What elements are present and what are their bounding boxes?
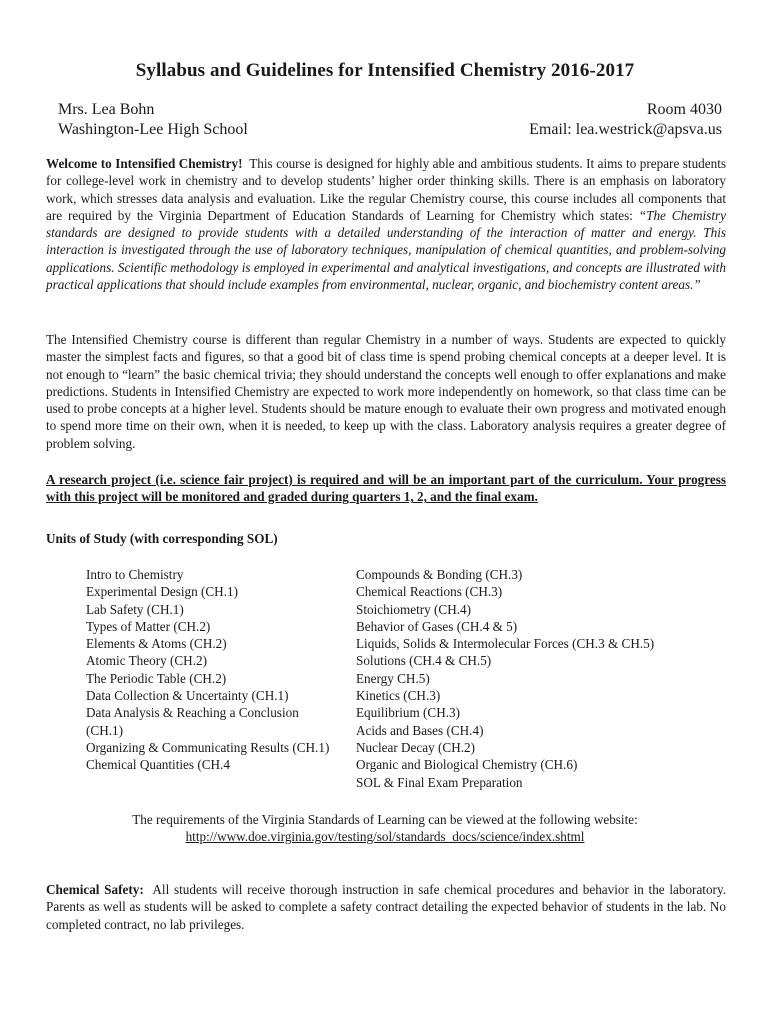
units-heading: Units of Study (with corresponding SOL) [46, 531, 278, 546]
unit-item: Intro to Chemistry [86, 567, 184, 582]
unit-item: Compounds & Bonding (CH.3) [356, 567, 523, 582]
units-right-column [356, 566, 736, 791]
page-title: Syllabus and Guidelines for Intensified Chemistry 2016-2017 [135, 60, 635, 81]
unit-item: The Periodic Table (CH.2) [86, 670, 227, 686]
unit-item: Acids and Bases (CH.4) [356, 722, 484, 738]
safety-text: All students will receive thorough instruction in safe chemical procedures and behavior in the laboratory. Parents as well as students will be asked to complete a safety contract detailing the expected behavior of students in the lab. No completed contract, no lab privileges. [46, 882, 726, 932]
safety-lead: Chemical Safety: [46, 882, 144, 897]
research-project-paragraph: A research project (i.e. science fair project) is required and will be an important part of the curriculum. Your progress with this project will be monitored and graded during quarters 1, 2, and the final exam. [46, 472, 726, 505]
unit-item: Organizing & Communicating Results (CH.1) [86, 739, 330, 755]
room-number: Room 4030 [646, 101, 722, 118]
unit-item: Stoichiometry (CH.4) [356, 601, 472, 617]
unit-item: Solutions (CH.4 & CH.5) [356, 653, 492, 669]
email-address: Email: lea.westrick@apsva.us [529, 121, 722, 138]
unit-item: Experimental Design (CH.1) [86, 584, 238, 600]
school-name: Washington-Lee High School [58, 121, 248, 138]
unit-item: Data Collection & Uncertainty (CH.1) [86, 688, 289, 704]
unit-item: Chemical Reactions (CH.3) [356, 584, 503, 600]
unit-item: Nuclear Decay (CH.2) [356, 739, 475, 755]
unit-item: Data Analysis & Reaching a Conclusion (CH.1) [86, 705, 299, 738]
unit-item: Elements & Atoms (CH.2) [86, 636, 227, 652]
units-left-column [86, 566, 336, 774]
chemical-safety-paragraph [46, 881, 726, 933]
header-right [529, 100, 722, 140]
unit-item: Organic and Biological Chemistry (CH.6) [356, 757, 578, 773]
unit-item: Kinetics (CH.3) [356, 688, 441, 704]
intro-text: This course is designed for highly able and ambitious students. It aims to prepare students for college-level work in chemistry and to develop students’ higher order thinking skills. There is an emphasis on laboratory work, which stresses data analysis and evaluation. Like the regular Chemistry course, this course includes all components that are required by the Virginia Department of Education Standards of Learning for Chemistry which states: [46, 156, 726, 223]
unit-item: Types of Matter (CH.2) [86, 618, 211, 634]
intro-lead: Welcome to Intensified Chemistry! [46, 156, 243, 171]
sol-quote: “The Chemistry standards are designed to provide students with a detailed understanding of the interaction of matter and energy. This interaction is investigated through the use of laboratory techniques, manipulation of chemical quantities, and problem-solving applications. Scientific methodology is employed in experimental and analytical investigations, and concepts are illustrated with practical applications that should include examples from environmental, nuclear, organic, and biochemistry content areas.” [46, 207, 726, 293]
unit-item: Energy CH.5) [356, 670, 430, 686]
intro-paragraph [46, 155, 726, 293]
unit-item: Atomic Theory (CH.2) [86, 653, 207, 669]
unit-item: Lab Safety (CH.1) [86, 601, 184, 617]
teacher-name: Mrs. Lea Bohn [58, 101, 155, 118]
sol-note-text: The requirements of the Virginia Standards of Learning can be viewed at the following website: [132, 812, 638, 827]
unit-item: Chemical Quantities (CH.4 [86, 757, 230, 773]
header-left [58, 100, 248, 140]
unit-item: Equilibrium (CH.3) [356, 705, 461, 721]
unit-item: Behavior of Gases (CH.4 & 5) [356, 618, 518, 634]
sol-standards-link[interactable]: http://www.doe.virginia.gov/testing/sol/standards_docs/science/index.shtml [185, 829, 585, 845]
sol-requirements-note [0, 811, 770, 846]
unit-item: Liquids, Solids & Intermolecular Forces (CH.3 & CH.5) [356, 636, 655, 652]
difference-paragraph: The Intensified Chemistry course is different than regular Chemistry in a number of ways. Students are expected to quickly master the simplest facts and figures, so that a good bit of class time is spend probing chemical concepts at a deeper level. It is not enough to “learn” the basic chemical trivia; they should understand the concepts well enough to offer explanations and make predictions. Students in Intensified Chemistry are expected to work more independently on homework, so that class time can be used to probe concepts at a higher level. Students should be mature enough to evaluate their own progress and motivated enough to spend more time on their own, when it is needed, to keep up with the class. Laboratory analysis requires a greater degree of problem solving. [46, 332, 726, 451]
unit-item: SOL & Final Exam Preparation [356, 774, 523, 790]
